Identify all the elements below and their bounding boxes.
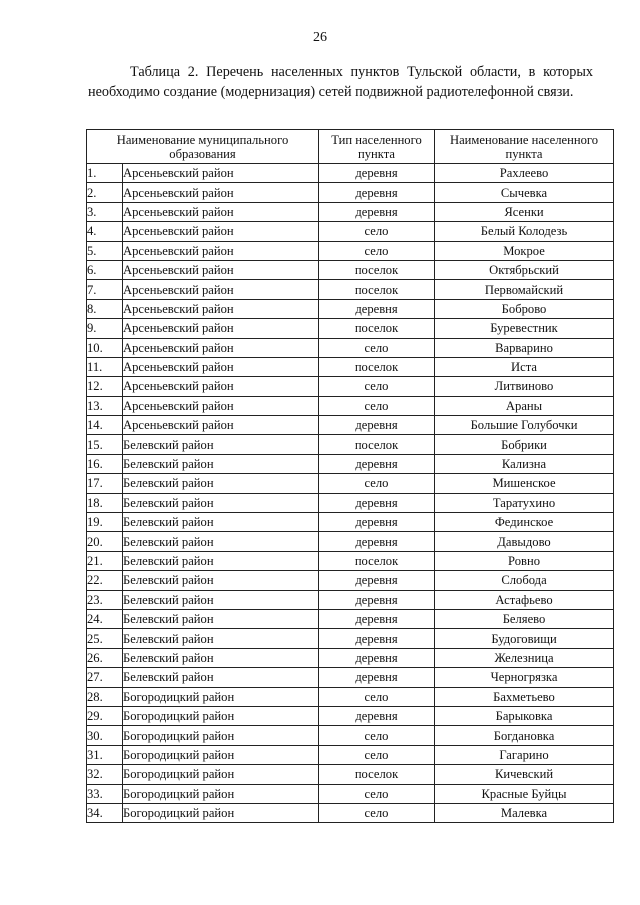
row-municipality: Белевский район bbox=[123, 668, 319, 687]
row-municipality: Богородицкий район bbox=[123, 726, 319, 745]
row-settlement-name: Беляево bbox=[435, 609, 614, 628]
table-header-row bbox=[87, 130, 614, 164]
table-row bbox=[87, 474, 614, 493]
row-settlement-type: село bbox=[319, 803, 435, 822]
row-settlement-name: Астафьево bbox=[435, 590, 614, 609]
row-settlement-type: село bbox=[319, 377, 435, 396]
page-number: 26 bbox=[313, 30, 327, 45]
row-municipality: Белевский район bbox=[123, 513, 319, 532]
header-settlement-type: Тип населенного пункта bbox=[319, 130, 435, 164]
table-row bbox=[87, 416, 614, 435]
row-number: 13. bbox=[87, 396, 123, 415]
row-settlement-type: село bbox=[319, 474, 435, 493]
table-row bbox=[87, 183, 614, 202]
row-number: 8. bbox=[87, 299, 123, 318]
table-row bbox=[87, 357, 614, 376]
row-municipality: Арсеньевский район bbox=[123, 164, 319, 183]
row-settlement-name: Будоговищи bbox=[435, 629, 614, 648]
row-municipality: Арсеньевский район bbox=[123, 416, 319, 435]
row-settlement-name: Кичевский bbox=[435, 765, 614, 784]
row-settlement-type: село bbox=[319, 338, 435, 357]
row-settlement-type: деревня bbox=[319, 416, 435, 435]
row-municipality: Белевский район bbox=[123, 648, 319, 667]
table-row bbox=[87, 222, 614, 241]
row-settlement-type: село bbox=[319, 784, 435, 803]
header-settlement-name: Наименование населенного пункта bbox=[435, 130, 614, 164]
table-row bbox=[87, 687, 614, 706]
table-row bbox=[87, 706, 614, 725]
row-number: 4. bbox=[87, 222, 123, 241]
row-municipality: Богородицкий район bbox=[123, 706, 319, 725]
table-row bbox=[87, 765, 614, 784]
table-row bbox=[87, 532, 614, 551]
row-settlement-name: Ровно bbox=[435, 551, 614, 570]
table-row bbox=[87, 803, 614, 822]
row-settlement-name: Октябрьский bbox=[435, 260, 614, 279]
row-municipality: Белевский район bbox=[123, 551, 319, 570]
row-settlement-type: деревня bbox=[319, 532, 435, 551]
table-row bbox=[87, 338, 614, 357]
row-municipality: Богородицкий район bbox=[123, 784, 319, 803]
row-settlement-name: Ясенки bbox=[435, 202, 614, 221]
row-settlement-name: Красные Буйцы bbox=[435, 784, 614, 803]
row-number: 22. bbox=[87, 571, 123, 590]
row-settlement-name: Богдановка bbox=[435, 726, 614, 745]
row-settlement-type: деревня bbox=[319, 609, 435, 628]
settlements-table bbox=[86, 129, 614, 823]
row-number: 33. bbox=[87, 784, 123, 803]
row-number: 10. bbox=[87, 338, 123, 357]
row-municipality: Арсеньевский район bbox=[123, 377, 319, 396]
row-settlement-name: Железница bbox=[435, 648, 614, 667]
row-number: 7. bbox=[87, 280, 123, 299]
table-caption: Таблица 2. Перечень населенных пунктов Тульской области, в которых необходимо создание (модернизация) сетей подвижной радиотелефонной связи. bbox=[88, 64, 593, 100]
row-settlement-type: деревня bbox=[319, 706, 435, 725]
row-municipality: Арсеньевский район bbox=[123, 299, 319, 318]
row-settlement-type: поселок bbox=[319, 765, 435, 784]
row-number: 2. bbox=[87, 183, 123, 202]
table-row bbox=[87, 571, 614, 590]
table-row bbox=[87, 745, 614, 764]
row-number: 25. bbox=[87, 629, 123, 648]
row-number: 28. bbox=[87, 687, 123, 706]
row-settlement-name: Большие Голубочки bbox=[435, 416, 614, 435]
row-number: 11. bbox=[87, 357, 123, 376]
row-municipality: Богородицкий район bbox=[123, 765, 319, 784]
row-settlement-name: Буревестник bbox=[435, 319, 614, 338]
row-municipality: Арсеньевский район bbox=[123, 396, 319, 415]
row-municipality: Белевский район bbox=[123, 590, 319, 609]
row-settlement-type: деревня bbox=[319, 668, 435, 687]
row-number: 29. bbox=[87, 706, 123, 725]
row-settlement-type: поселок bbox=[319, 357, 435, 376]
row-settlement-name: Кализна bbox=[435, 454, 614, 473]
table-body bbox=[87, 164, 614, 823]
row-municipality: Арсеньевский район bbox=[123, 260, 319, 279]
row-municipality: Арсеньевский район bbox=[123, 222, 319, 241]
row-number: 24. bbox=[87, 609, 123, 628]
row-settlement-type: село bbox=[319, 396, 435, 415]
row-municipality: Арсеньевский район bbox=[123, 280, 319, 299]
row-settlement-name: Давыдово bbox=[435, 532, 614, 551]
row-number: 26. bbox=[87, 648, 123, 667]
row-settlement-name: Варварино bbox=[435, 338, 614, 357]
row-settlement-type: поселок bbox=[319, 319, 435, 338]
row-municipality: Белевский район bbox=[123, 629, 319, 648]
row-settlement-name: Боброво bbox=[435, 299, 614, 318]
row-municipality: Богородицкий район bbox=[123, 745, 319, 764]
row-settlement-type: село bbox=[319, 687, 435, 706]
row-settlement-type: поселок bbox=[319, 260, 435, 279]
row-settlement-name: Слобода bbox=[435, 571, 614, 590]
row-number: 3. bbox=[87, 202, 123, 221]
row-number: 23. bbox=[87, 590, 123, 609]
row-settlement-name: Литвиново bbox=[435, 377, 614, 396]
row-municipality: Богородицкий район bbox=[123, 687, 319, 706]
table-row bbox=[87, 377, 614, 396]
header-municipality: Наименование муниципального образования bbox=[87, 130, 319, 164]
row-number: 5. bbox=[87, 241, 123, 260]
table-row bbox=[87, 513, 614, 532]
row-number: 34. bbox=[87, 803, 123, 822]
row-number: 31. bbox=[87, 745, 123, 764]
row-settlement-type: село bbox=[319, 241, 435, 260]
row-number: 20. bbox=[87, 532, 123, 551]
table-row bbox=[87, 551, 614, 570]
row-settlement-type: деревня bbox=[319, 202, 435, 221]
row-settlement-type: деревня bbox=[319, 629, 435, 648]
row-municipality: Белевский район bbox=[123, 571, 319, 590]
table-row bbox=[87, 202, 614, 221]
table-row bbox=[87, 260, 614, 279]
row-settlement-name: Мишенское bbox=[435, 474, 614, 493]
row-municipality: Белевский район bbox=[123, 474, 319, 493]
row-settlement-type: село bbox=[319, 745, 435, 764]
row-municipality: Арсеньевский район bbox=[123, 357, 319, 376]
table-row bbox=[87, 629, 614, 648]
row-settlement-name: Таратухино bbox=[435, 493, 614, 512]
row-number: 19. bbox=[87, 513, 123, 532]
row-settlement-name: Первомайский bbox=[435, 280, 614, 299]
row-number: 14. bbox=[87, 416, 123, 435]
row-municipality: Арсеньевский район bbox=[123, 183, 319, 202]
row-number: 16. bbox=[87, 454, 123, 473]
row-settlement-type: деревня bbox=[319, 513, 435, 532]
table-row bbox=[87, 241, 614, 260]
row-settlement-type: поселок bbox=[319, 551, 435, 570]
row-municipality: Белевский район bbox=[123, 454, 319, 473]
row-number: 27. bbox=[87, 668, 123, 687]
row-settlement-type: деревня bbox=[319, 493, 435, 512]
row-settlement-name: Бобрики bbox=[435, 435, 614, 454]
table-row bbox=[87, 164, 614, 183]
row-municipality: Арсеньевский район bbox=[123, 319, 319, 338]
table-row bbox=[87, 668, 614, 687]
row-number: 21. bbox=[87, 551, 123, 570]
row-municipality: Богородицкий район bbox=[123, 803, 319, 822]
row-number: 15. bbox=[87, 435, 123, 454]
row-settlement-type: деревня bbox=[319, 183, 435, 202]
row-settlement-type: село bbox=[319, 222, 435, 241]
table-row bbox=[87, 280, 614, 299]
row-settlement-type: деревня bbox=[319, 590, 435, 609]
table-row bbox=[87, 609, 614, 628]
table-row bbox=[87, 319, 614, 338]
row-settlement-name: Белый Колодезь bbox=[435, 222, 614, 241]
row-settlement-name: Малевка bbox=[435, 803, 614, 822]
row-settlement-name: Мокрое bbox=[435, 241, 614, 260]
table-row bbox=[87, 299, 614, 318]
row-settlement-type: село bbox=[319, 726, 435, 745]
row-settlement-name: Гагарино bbox=[435, 745, 614, 764]
row-municipality: Белевский район bbox=[123, 493, 319, 512]
table-row bbox=[87, 726, 614, 745]
row-number: 17. bbox=[87, 474, 123, 493]
row-number: 9. bbox=[87, 319, 123, 338]
row-municipality: Белевский район bbox=[123, 435, 319, 454]
row-settlement-type: деревня bbox=[319, 648, 435, 667]
row-number: 30. bbox=[87, 726, 123, 745]
table-row bbox=[87, 435, 614, 454]
table-row bbox=[87, 648, 614, 667]
row-settlement-type: деревня bbox=[319, 454, 435, 473]
table-row bbox=[87, 784, 614, 803]
row-settlement-type: деревня bbox=[319, 299, 435, 318]
row-settlement-type: поселок bbox=[319, 280, 435, 299]
row-settlement-type: деревня bbox=[319, 164, 435, 183]
row-municipality: Арсеньевский район bbox=[123, 202, 319, 221]
row-municipality: Белевский район bbox=[123, 532, 319, 551]
row-settlement-name: Барыковка bbox=[435, 706, 614, 725]
row-settlement-name: Бахметьево bbox=[435, 687, 614, 706]
row-municipality: Арсеньевский район bbox=[123, 338, 319, 357]
row-number: 32. bbox=[87, 765, 123, 784]
row-number: 18. bbox=[87, 493, 123, 512]
table-row bbox=[87, 590, 614, 609]
table-row bbox=[87, 454, 614, 473]
row-settlement-type: деревня bbox=[319, 571, 435, 590]
row-municipality: Белевский район bbox=[123, 609, 319, 628]
row-number: 6. bbox=[87, 260, 123, 279]
row-settlement-name: Фединское bbox=[435, 513, 614, 532]
row-settlement-type: поселок bbox=[319, 435, 435, 454]
row-settlement-name: Сычевка bbox=[435, 183, 614, 202]
table-row bbox=[87, 493, 614, 512]
row-settlement-name: Рахлеево bbox=[435, 164, 614, 183]
row-number: 12. bbox=[87, 377, 123, 396]
row-settlement-name: Иста bbox=[435, 357, 614, 376]
row-number: 1. bbox=[87, 164, 123, 183]
table-row bbox=[87, 396, 614, 415]
row-settlement-name: Араны bbox=[435, 396, 614, 415]
row-municipality: Арсеньевский район bbox=[123, 241, 319, 260]
row-settlement-name: Черногрязка bbox=[435, 668, 614, 687]
